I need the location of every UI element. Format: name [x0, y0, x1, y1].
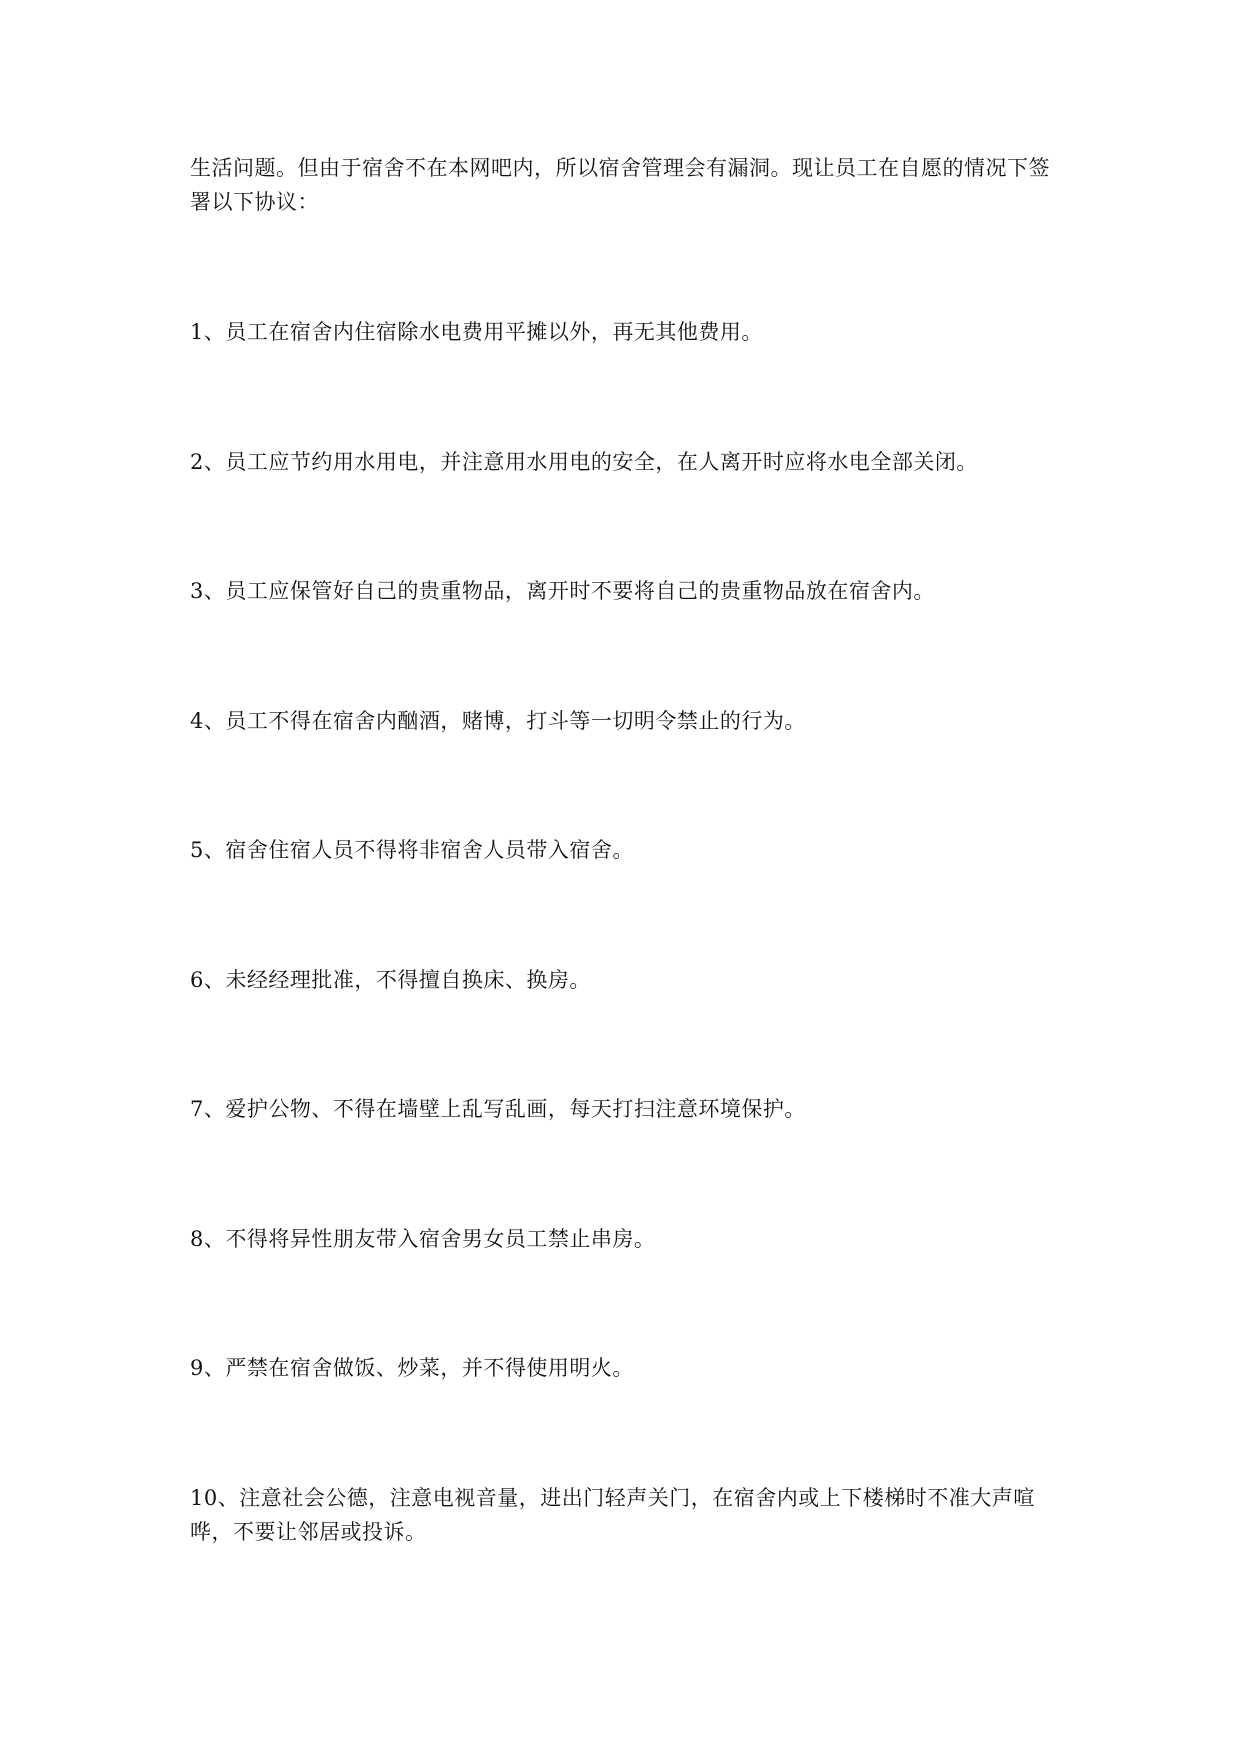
agreement-item-8: 8、不得将异性朋友带入宿舍男女员工禁止串房。: [190, 1227, 656, 1251]
intro-paragraph: 生活问题。但由于宿舍不在本网吧内，所以宿舍管理会有漏洞。现让员工在自愿的情况下签署以下协议：: [190, 156, 1050, 214]
agreement-item-7: 7、爱护公物、不得在墙壁上乱写乱画，每天打扫注意环境保护。: [190, 1097, 806, 1121]
agreement-item-1: 1、员工在宿舍内住宿除水电费用平摊以外，再无其他费用。: [190, 320, 763, 344]
agreement-item-6: 6、未经经理批准，不得擅自换床、换房。: [190, 968, 591, 992]
agreement-item-5: 5、宿舍住宿人员不得将非宿舍人员带入宿舍。: [190, 838, 634, 862]
agreement-item-10: 10、注意社会公德，注意电视音量，进出门轻声关门，在宿舍内或上下楼梯时不准大声喧哗，不要让邻居或投诉。: [190, 1486, 1035, 1544]
agreement-item-2: 2、员工应节约用水用电，并注意用水用电的安全，在人离开时应将水电全部关闭。: [190, 450, 978, 474]
agreement-item-4: 4、员工不得在宿舍内酗酒，赌博，打斗等一切明令禁止的行为。: [190, 709, 806, 733]
agreement-item-9: 9、严禁在宿舍做饭、炒菜，并不得使用明火。: [190, 1356, 634, 1380]
agreement-item-3: 3、员工应保管好自己的贵重物品，离开时不要将自己的贵重物品放在宿舍内。: [190, 579, 935, 603]
